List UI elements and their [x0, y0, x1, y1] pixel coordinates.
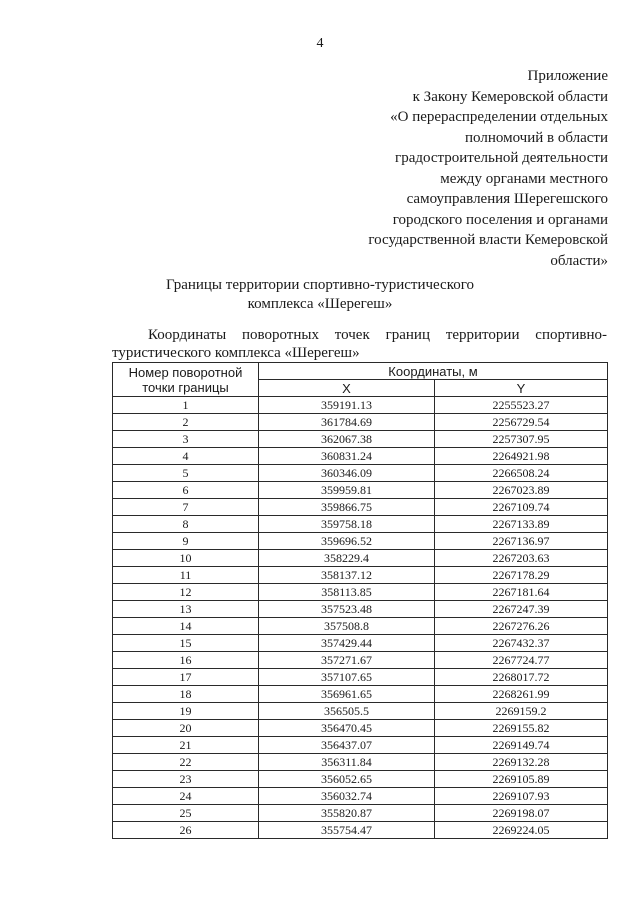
cell-point-number: 17 [113, 669, 259, 686]
cell-x: 360346.09 [259, 465, 435, 482]
cell-point-number: 14 [113, 618, 259, 635]
cell-x: 356961.65 [259, 686, 435, 703]
cell-x: 355754.47 [259, 822, 435, 839]
table-row [113, 805, 608, 822]
cell-point-number: 9 [113, 533, 259, 550]
cell-x: 359959.81 [259, 482, 435, 499]
cell-point-number: 22 [113, 754, 259, 771]
cell-point-number: 16 [113, 652, 259, 669]
cell-x: 357523.48 [259, 601, 435, 618]
cell-point-number: 5 [113, 465, 259, 482]
cell-x: 358137.12 [259, 567, 435, 584]
cell-point-number: 21 [113, 737, 259, 754]
appendix-line: самоуправления Шерегешского [406, 191, 608, 207]
title-line-1: Границы территории спортивно-туристического [165, 277, 475, 293]
table-row [113, 601, 608, 618]
table-row [113, 584, 608, 601]
cell-y: 2269159.2 [435, 703, 608, 720]
cell-x: 360831.24 [259, 448, 435, 465]
cell-y: 2269149.74 [435, 737, 608, 754]
cell-y: 2269105.89 [435, 771, 608, 788]
cell-x: 357107.65 [259, 669, 435, 686]
cell-x: 362067.38 [259, 431, 435, 448]
table-row [113, 652, 608, 669]
cell-point-number: 23 [113, 771, 259, 788]
cell-point-number: 19 [113, 703, 259, 720]
cell-point-number: 26 [113, 822, 259, 839]
cell-point-number: 4 [113, 448, 259, 465]
table-caption [112, 326, 607, 362]
cell-y: 2267178.29 [435, 567, 608, 584]
appendix-line: градостроительной деятельности [395, 150, 608, 166]
appendix-line: городского поселения и органами [392, 211, 608, 228]
cell-point-number: 20 [113, 720, 259, 737]
cell-point-number: 1 [113, 397, 259, 414]
appendix-line: между органами местного [440, 170, 608, 187]
cell-y: 2269224.05 [435, 822, 608, 839]
document-title [0, 276, 640, 314]
table-row [113, 618, 608, 635]
cell-x: 356470.45 [259, 720, 435, 737]
cell-point-number: 18 [113, 686, 259, 703]
cell-y: 2267181.64 [435, 584, 608, 601]
title-line-2: комплекса «Шерегеш» [247, 296, 393, 312]
table-row [113, 822, 608, 839]
cell-point-number: 24 [113, 788, 259, 805]
cell-y: 2269155.82 [435, 720, 608, 737]
cell-x: 357271.67 [259, 652, 435, 669]
table-row [113, 550, 608, 567]
appendix-line: области» [550, 252, 608, 269]
cell-point-number: 10 [113, 550, 259, 567]
table-row [113, 788, 608, 805]
header-point-number-line-1: Номер поворотной [128, 364, 243, 380]
table-row [113, 482, 608, 499]
cell-y: 2268261.99 [435, 686, 608, 703]
cell-y: 2264921.98 [435, 448, 608, 465]
header-x: X [259, 380, 435, 397]
cell-y: 2266508.24 [435, 465, 608, 482]
cell-y: 2269198.07 [435, 805, 608, 822]
cell-x: 356437.07 [259, 737, 435, 754]
appendix-line: полномочий в области [465, 129, 608, 146]
cell-x: 359696.52 [259, 533, 435, 550]
table-row [113, 499, 608, 516]
table-row [113, 737, 608, 754]
table-body [113, 397, 608, 839]
table-row [113, 686, 608, 703]
table-row [113, 771, 608, 788]
cell-x: 358229.4 [259, 550, 435, 567]
cell-y: 2267136.97 [435, 533, 608, 550]
table-row [113, 465, 608, 482]
table-row [113, 754, 608, 771]
appendix-line: государственной власти Кемеровской [368, 232, 608, 248]
cell-point-number: 15 [113, 635, 259, 652]
table-row [113, 635, 608, 652]
table-row [113, 414, 608, 431]
table-row [113, 397, 608, 414]
cell-point-number: 2 [113, 414, 259, 431]
cell-point-number: 13 [113, 601, 259, 618]
table-row [113, 567, 608, 584]
cell-point-number: 6 [113, 482, 259, 499]
cell-x: 356032.74 [259, 788, 435, 805]
cell-point-number: 12 [113, 584, 259, 601]
appendix-block [368, 66, 608, 271]
caption-line-1: Координаты поворотных точек границ территории спортивно- [148, 327, 607, 343]
table-row [113, 533, 608, 550]
header-point-number-line-2: точки границы [142, 379, 229, 395]
table-row [113, 720, 608, 737]
cell-y: 2267247.39 [435, 601, 608, 618]
cell-y: 2255523.27 [435, 397, 608, 414]
cell-x: 361784.69 [259, 414, 435, 431]
cell-y: 2267109.74 [435, 499, 608, 516]
table-row [113, 516, 608, 533]
cell-x: 359758.18 [259, 516, 435, 533]
cell-y: 2267023.89 [435, 482, 608, 499]
appendix-line: «О перераспределении отдельных [390, 109, 608, 125]
cell-point-number: 11 [113, 567, 259, 584]
cell-x: 356505.5 [259, 703, 435, 720]
cell-y: 2267276.26 [435, 618, 608, 635]
cell-x: 355820.87 [259, 805, 435, 822]
cell-x: 359866.75 [259, 499, 435, 516]
cell-y: 2268017.72 [435, 669, 608, 686]
cell-point-number: 8 [113, 516, 259, 533]
appendix-line: Приложение [527, 68, 608, 84]
cell-x: 358113.85 [259, 584, 435, 601]
cell-y: 2267432.37 [435, 635, 608, 652]
cell-y: 2267724.77 [435, 652, 608, 669]
cell-y: 2267133.89 [435, 516, 608, 533]
cell-x: 356052.65 [259, 771, 435, 788]
table-row [113, 703, 608, 720]
header-point-number [113, 363, 259, 397]
cell-y: 2267203.63 [435, 550, 608, 567]
page-number: 4 [316, 36, 324, 51]
cell-x: 359191.13 [259, 397, 435, 414]
cell-y: 2257307.95 [435, 431, 608, 448]
cell-x: 356311.84 [259, 754, 435, 771]
coordinates-table [112, 362, 608, 839]
caption-line-2: туристического комплекса «Шерегеш» [112, 345, 360, 361]
cell-x: 357508.8 [259, 618, 435, 635]
appendix-line: к Закону Кемеровской области [412, 88, 608, 105]
header-coordinates: Координаты, м [259, 363, 608, 380]
table-row [113, 448, 608, 465]
cell-x: 357429.44 [259, 635, 435, 652]
cell-point-number: 25 [113, 805, 259, 822]
cell-y: 2256729.54 [435, 414, 608, 431]
table-row [113, 669, 608, 686]
cell-point-number: 3 [113, 431, 259, 448]
cell-y: 2269107.93 [435, 788, 608, 805]
header-y: Y [435, 380, 608, 397]
table-row [113, 431, 608, 448]
cell-y: 2269132.28 [435, 754, 608, 771]
cell-point-number: 7 [113, 499, 259, 516]
